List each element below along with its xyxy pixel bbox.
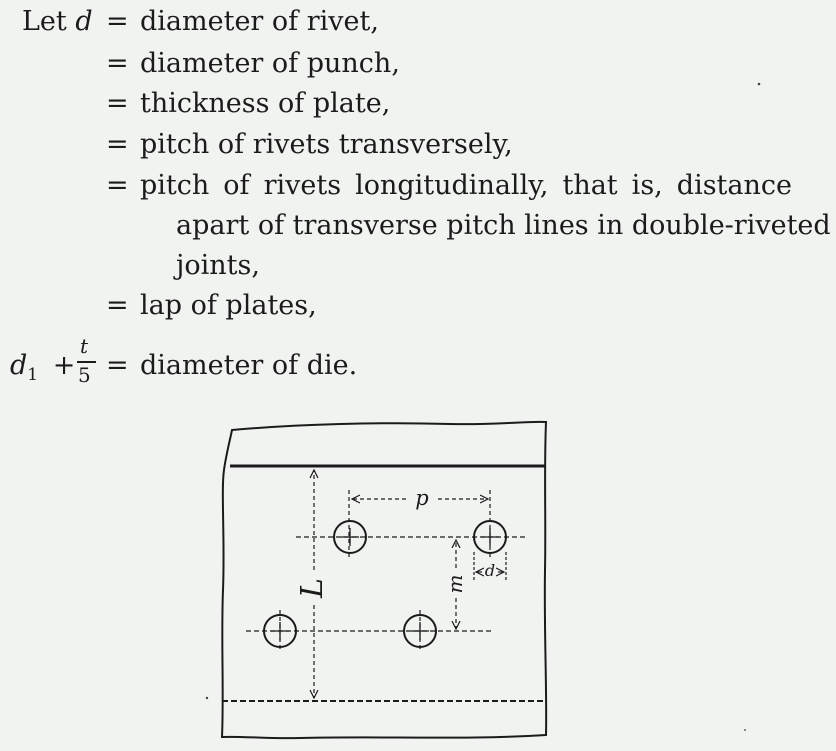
definition-text: diameter of punch, [140, 48, 400, 79]
page-speck [206, 697, 208, 699]
page-speck [758, 83, 761, 86]
equals-sign: = [106, 129, 129, 160]
let-word: Let [22, 6, 67, 37]
label-p: p [415, 486, 429, 510]
equals-sign: = [106, 290, 129, 321]
plate-outline [222, 422, 546, 738]
fraction-numerator: t [80, 334, 89, 358]
definition-text: diameter of rivet, [140, 6, 379, 37]
fraction-denominator: 5 [78, 363, 91, 387]
definition-text-line-3: joints, [176, 250, 260, 281]
symbol-d: d [75, 6, 93, 37]
definition-text: lap of plates, [140, 290, 317, 321]
equals-sign: = [106, 170, 129, 201]
plus-sign: + [52, 350, 76, 381]
subscript: 1 [27, 365, 39, 385]
definition-text: thickness of plate, [140, 88, 391, 119]
equals-sign: = [106, 48, 129, 79]
equals-sign: = [106, 88, 129, 119]
label-m: m [443, 574, 467, 594]
label-d: d [484, 561, 496, 580]
definition-text: diameter of die. [140, 350, 358, 381]
definition-text: pitch of rivets transversely, [140, 129, 513, 160]
equals-sign: = [106, 6, 129, 37]
label-L: L [295, 578, 330, 598]
equals-sign: = [106, 350, 129, 381]
definition-text-line-2: apart of transverse pitch lines in double-riveted [176, 210, 831, 241]
symbol-d: d [10, 350, 28, 381]
page-speck [744, 729, 746, 731]
definition-text-line-1: pitch of rivets longitudinally, that is, distance [140, 170, 792, 201]
